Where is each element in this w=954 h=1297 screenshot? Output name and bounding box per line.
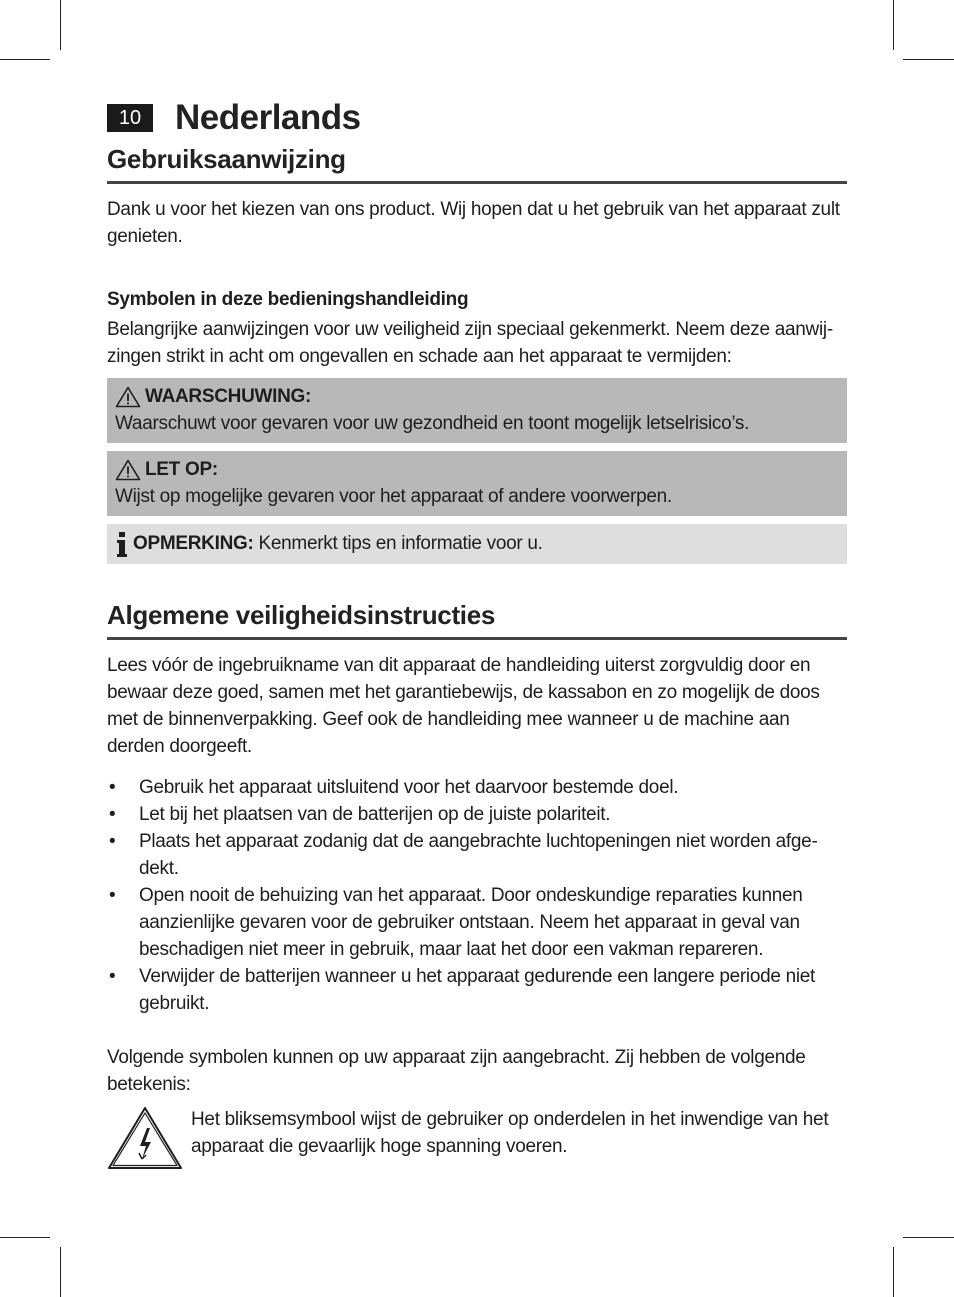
caution-box — [107, 451, 847, 516]
device-symbols-paragraph: Volgende symbolen kunnen op uw apparaat zijn aangebracht. Zij hebben de volgende betekenis: — [107, 1047, 806, 1095]
note-text: Kenmerkt tips en informatie voor u. — [258, 533, 543, 554]
bullet: • — [109, 966, 116, 987]
list-item — [107, 774, 847, 801]
crop-mark — [0, 1237, 50, 1238]
crop-mark — [893, 1247, 894, 1297]
safety-list — [107, 774, 847, 1017]
list-item — [107, 963, 847, 1017]
bullet: • — [109, 804, 116, 825]
section-title-safety: Algemene veiligheidsinstructies — [107, 600, 847, 640]
crop-mark — [903, 59, 954, 60]
warning-label: WAARSCHUWING: — [145, 386, 312, 407]
list-item-text: Gebruik het apparaat uitsluitend voor het daarvoor bestemde doel. — [139, 777, 679, 798]
crop-mark — [893, 0, 894, 50]
page-header — [107, 98, 847, 138]
list-item-text: Let bij het plaatsen van de batterijen op de juiste polariteit. — [139, 804, 611, 825]
warning-triangle-icon — [115, 459, 141, 481]
warning-triangle-icon — [115, 386, 141, 408]
bullet: • — [109, 777, 116, 798]
caution-label: LET OP: — [145, 459, 218, 480]
lightning-warning-icon — [107, 1106, 183, 1170]
crop-mark — [60, 0, 61, 50]
crop-mark — [903, 1237, 954, 1238]
symbols-heading: Symbolen in deze bedieningshandleiding — [107, 289, 469, 310]
list-item — [107, 828, 847, 882]
warning-text: Waarschuwt voor gevaren voor uw gezondheid en toont mogelijk letselrisico’s. — [115, 413, 750, 434]
section-title-instructions: Gebruiksaanwijzing — [107, 144, 847, 184]
crop-mark — [0, 59, 50, 60]
intro-paragraph: Dank u voor het kiezen van ons product. Wij hopen dat u het gebruik van het apparaat zult genieten. — [107, 199, 840, 247]
crop-mark — [60, 1247, 61, 1297]
info-icon — [115, 531, 129, 557]
safety-intro-paragraph: Lees vóór de ingebruikname van dit apparaat de handleiding uiterst zorgvuldig door en bewaar deze goed, samen met het garantiebewijs, de kassabon en zo mogelijk de doos met de binnenverpakking. Geef ook de handleiding mee wanneer u de machine aan derden doorgeeft. — [107, 655, 820, 757]
lightning-description: Het bliksemsymbool wijst de gebruiker op onderdelen in het inwendige van het apparaat die gevaarlijk hoge spanning voeren. — [191, 1109, 829, 1157]
manual-page — [107, 98, 847, 1170]
list-item-text: Verwijder de batterijen wanneer u het apparaat gedurende een langere periode niet gebruikt. — [139, 966, 816, 1014]
note-label: OPMERKING: — [133, 533, 254, 554]
lightning-symbol-row — [107, 1106, 847, 1170]
list-item-text: Open nooit de behuizing van het apparaat. Door ondeskundige reparaties kunnen aanzienlijke gevaren voor de gebruiker ontstaan. Neem het apparaat in geval van beschadigen niet meer in gebruik, maar laat het door een vakman repareren. — [139, 885, 803, 960]
bullet: • — [109, 885, 116, 906]
bullet: • — [109, 831, 116, 852]
symbols-paragraph: Belangrijke aanwijzingen voor uw veiligheid zijn speciaal gekenmerkt. Neem deze aanwij-zingen strikt in acht om ongevallen en schade aan het apparaat te vermijden: — [107, 319, 833, 367]
note-box — [107, 524, 847, 564]
language-title: Nederlands — [175, 98, 361, 137]
list-item — [107, 882, 847, 963]
list-item-text: Plaats het apparaat zodanig dat de aangebrachte luchtopeningen niet worden afge-dekt. — [139, 831, 818, 879]
page-number: 10 — [107, 104, 153, 132]
caution-text: Wijst op mogelijke gevaren voor het apparaat of andere voorwerpen. — [115, 486, 672, 507]
warning-box — [107, 378, 847, 443]
list-item — [107, 801, 847, 828]
